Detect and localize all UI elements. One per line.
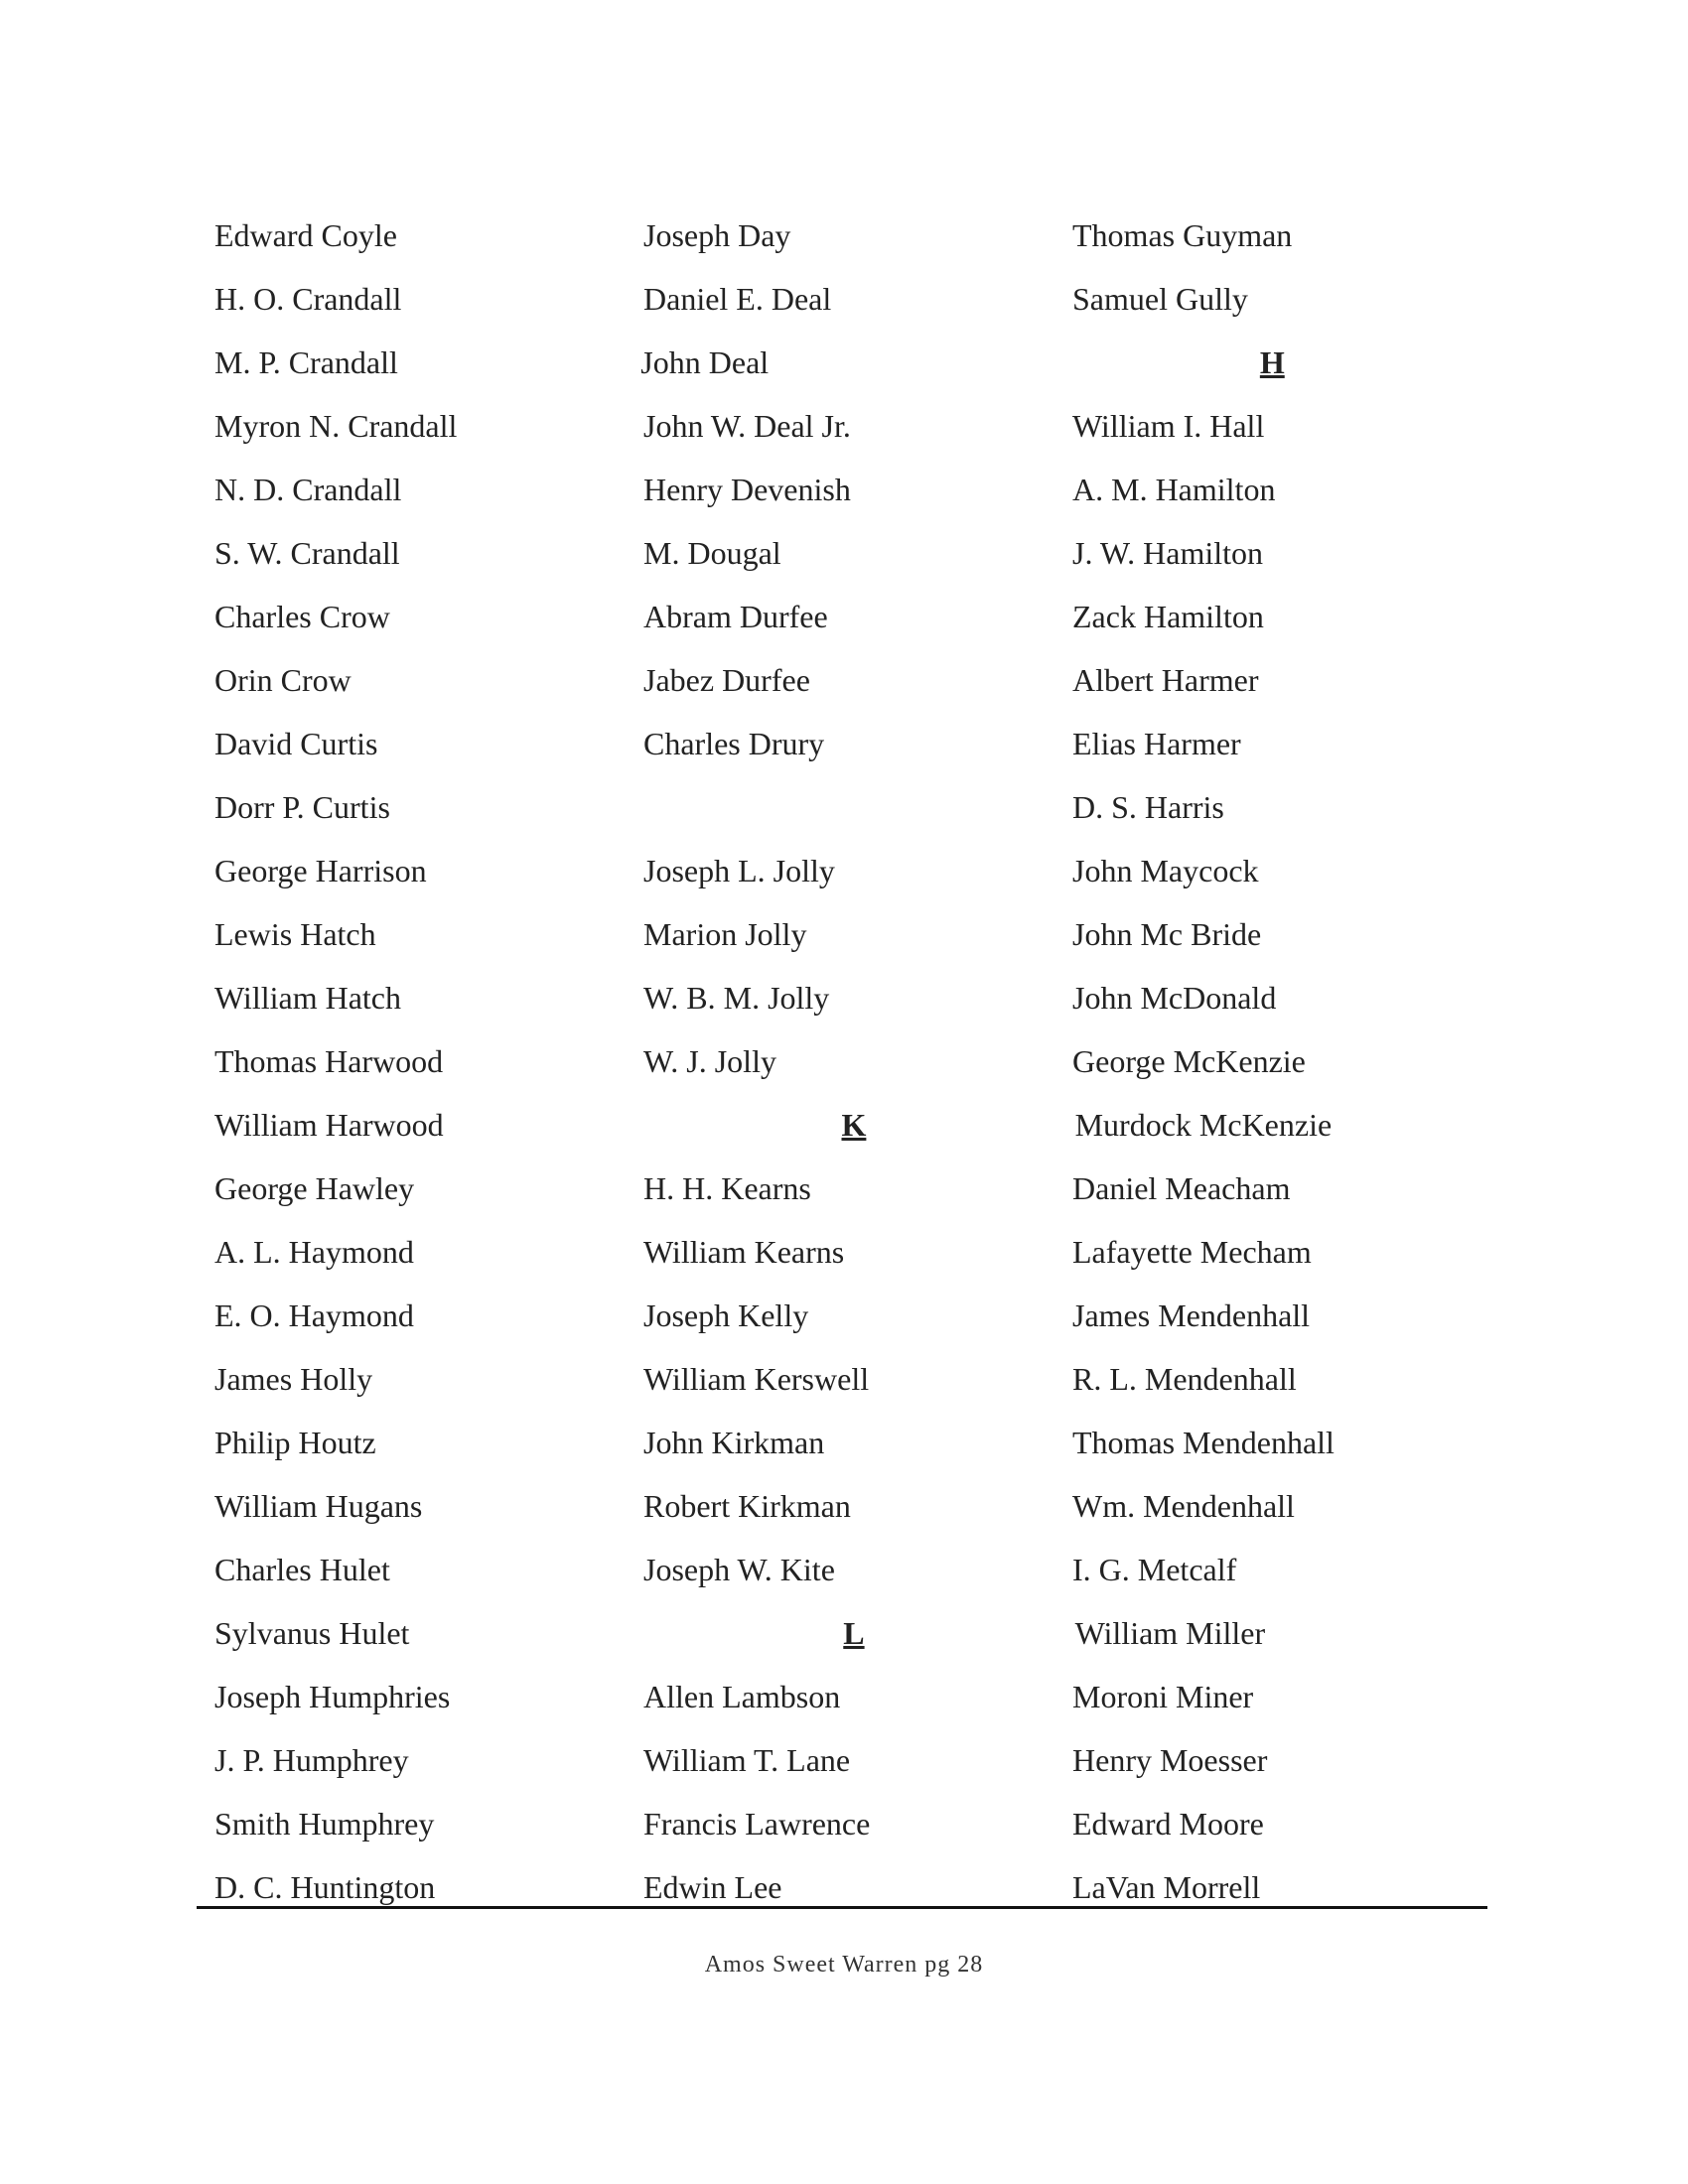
names-row [214,1601,1485,1665]
name-entry: Edward Coyle [214,217,397,253]
name-entry: Daniel E. Deal [643,281,832,317]
name-entry: William T. Lane [643,1742,851,1778]
name-entry: William Hatch [214,980,401,1016]
names-row [214,585,1485,648]
name-entry: Charles Drury [643,726,825,761]
name-entry: S. W. Crandall [214,535,400,571]
name-entry: J. W. Hamilton [1072,535,1264,571]
name-entry: James Holly [214,1361,373,1397]
names-row [214,1538,1485,1601]
names-row [214,1792,1485,1855]
names-row [214,1284,1485,1347]
names-row [214,712,1485,775]
name-entry: David Curtis [214,726,378,761]
name-entry: Myron N. Crandall [214,408,458,444]
name-entry: H. H. Kearns [643,1170,811,1206]
names-row [214,1728,1485,1792]
name-entry: Henry Moesser [1072,1742,1268,1778]
name-entry: Sylvanus Hulet [214,1615,410,1651]
names-row [214,267,1485,331]
name-entry: Edwin Lee [643,1869,782,1905]
name-entry: Jabez Durfee [643,662,810,698]
name-entry: George Harrison [214,853,427,888]
name-entry: William Hugans [214,1488,423,1524]
name-entry: George Hawley [214,1170,415,1206]
name-entry: Wm. Mendenhall [1072,1488,1295,1524]
name-entry: Allen Lambson [643,1679,841,1714]
name-entry: A. L. Haymond [214,1234,414,1270]
name-entry: M. Dougal [643,535,781,571]
name-entry: LaVan Morrell [1072,1869,1261,1905]
name-entry: Daniel Meacham [1072,1170,1291,1206]
names-row [214,1029,1485,1093]
name-entry: H. O. Crandall [214,281,402,317]
name-entry: D. C. Huntington [214,1869,436,1905]
name-entry: Albert Harmer [1072,662,1259,698]
name-entry: R. L. Mendenhall [1072,1361,1297,1397]
name-entry: Orin Crow [214,662,352,698]
name-entry: Joseph W. Kite [643,1552,835,1587]
name-entry: Henry Devenish [643,472,851,507]
name-entry: Lafayette Mecham [1072,1234,1312,1270]
name-entry: D. S. Harris [1072,789,1224,825]
name-entry: J. P. Humphrey [214,1742,409,1778]
name-entry: Thomas Harwood [214,1043,444,1079]
letter-heading: H [1259,344,1285,380]
names-row [214,648,1485,712]
names-row [214,1474,1485,1538]
name-entry: Samuel Gully [1072,281,1248,317]
name-entry: William Harwood [214,1107,444,1143]
names-row [214,1220,1485,1284]
name-entry: John W. Deal Jr. [643,408,851,444]
name-entry: A. M. Hamilton [1072,472,1276,507]
name-entry: W. B. M. Jolly [643,980,830,1016]
page-footer: Amos Sweet Warren pg 28 [704,1952,984,1978]
names-row [214,775,1485,839]
name-entry: Charles Crow [214,599,390,634]
name-entry: Robert Kirkman [643,1488,851,1524]
name-entry: Edward Moore [1072,1806,1264,1842]
names-row [214,1855,1485,1919]
name-entry: M. P. Crandall [214,344,398,380]
names-list [214,204,1485,1919]
names-row [214,1157,1485,1220]
names-row [214,1347,1485,1411]
name-entry: William I. Hall [1072,408,1265,444]
names-row [214,204,1485,267]
name-entry: Dorr P. Curtis [214,789,390,825]
name-entry: N. D. Crandall [214,472,402,507]
name-entry: Elias Harmer [1072,726,1241,761]
name-entry: E. O. Haymond [214,1297,414,1333]
names-row [214,839,1485,902]
name-entry: George McKenzie [1072,1043,1306,1079]
name-entry: John Deal [640,344,770,380]
letter-heading: L [843,1615,865,1651]
names-row [214,1665,1485,1728]
name-entry: Smith Humphrey [214,1806,435,1842]
name-entry: John Maycock [1072,853,1259,888]
name-entry: Philip Houtz [214,1425,376,1460]
names-row [214,1411,1485,1474]
name-entry: James Mendenhall [1072,1297,1311,1333]
name-entry: John McDonald [1072,980,1277,1016]
name-entry: I. G. Metcalf [1072,1552,1237,1587]
name-entry: William Miller [1074,1615,1266,1651]
letter-heading: K [841,1107,867,1143]
name-entry: William Kerswell [643,1361,870,1397]
names-row [214,331,1485,394]
name-entry: Joseph Humphries [214,1679,451,1714]
name-entry: Moroni Miner [1072,1679,1254,1714]
name-entry: Abram Durfee [643,599,828,634]
name-entry: Joseph L. Jolly [643,853,835,888]
name-entry: Marion Jolly [643,916,807,952]
name-entry: Joseph Day [643,217,791,253]
name-entry: John Kirkman [643,1425,825,1460]
names-row [214,902,1485,966]
names-row [214,521,1485,585]
name-entry: Zack Hamilton [1072,599,1264,634]
footer-divider [197,1906,1487,1909]
names-row [214,458,1485,521]
name-entry: Lewis Hatch [214,916,376,952]
names-row [214,394,1485,458]
names-row [214,1093,1485,1157]
name-entry: W. J. Jolly [643,1043,776,1079]
name-entry: Murdock McKenzie [1074,1107,1333,1143]
name-entry: Thomas Mendenhall [1072,1425,1335,1460]
name-entry: Thomas Guyman [1072,217,1293,253]
name-entry: John Mc Bride [1072,916,1262,952]
name-entry: Joseph Kelly [643,1297,809,1333]
name-entry: Francis Lawrence [643,1806,871,1842]
name-entry: Charles Hulet [214,1552,390,1587]
name-entry: William Kearns [643,1234,845,1270]
names-row [214,966,1485,1029]
